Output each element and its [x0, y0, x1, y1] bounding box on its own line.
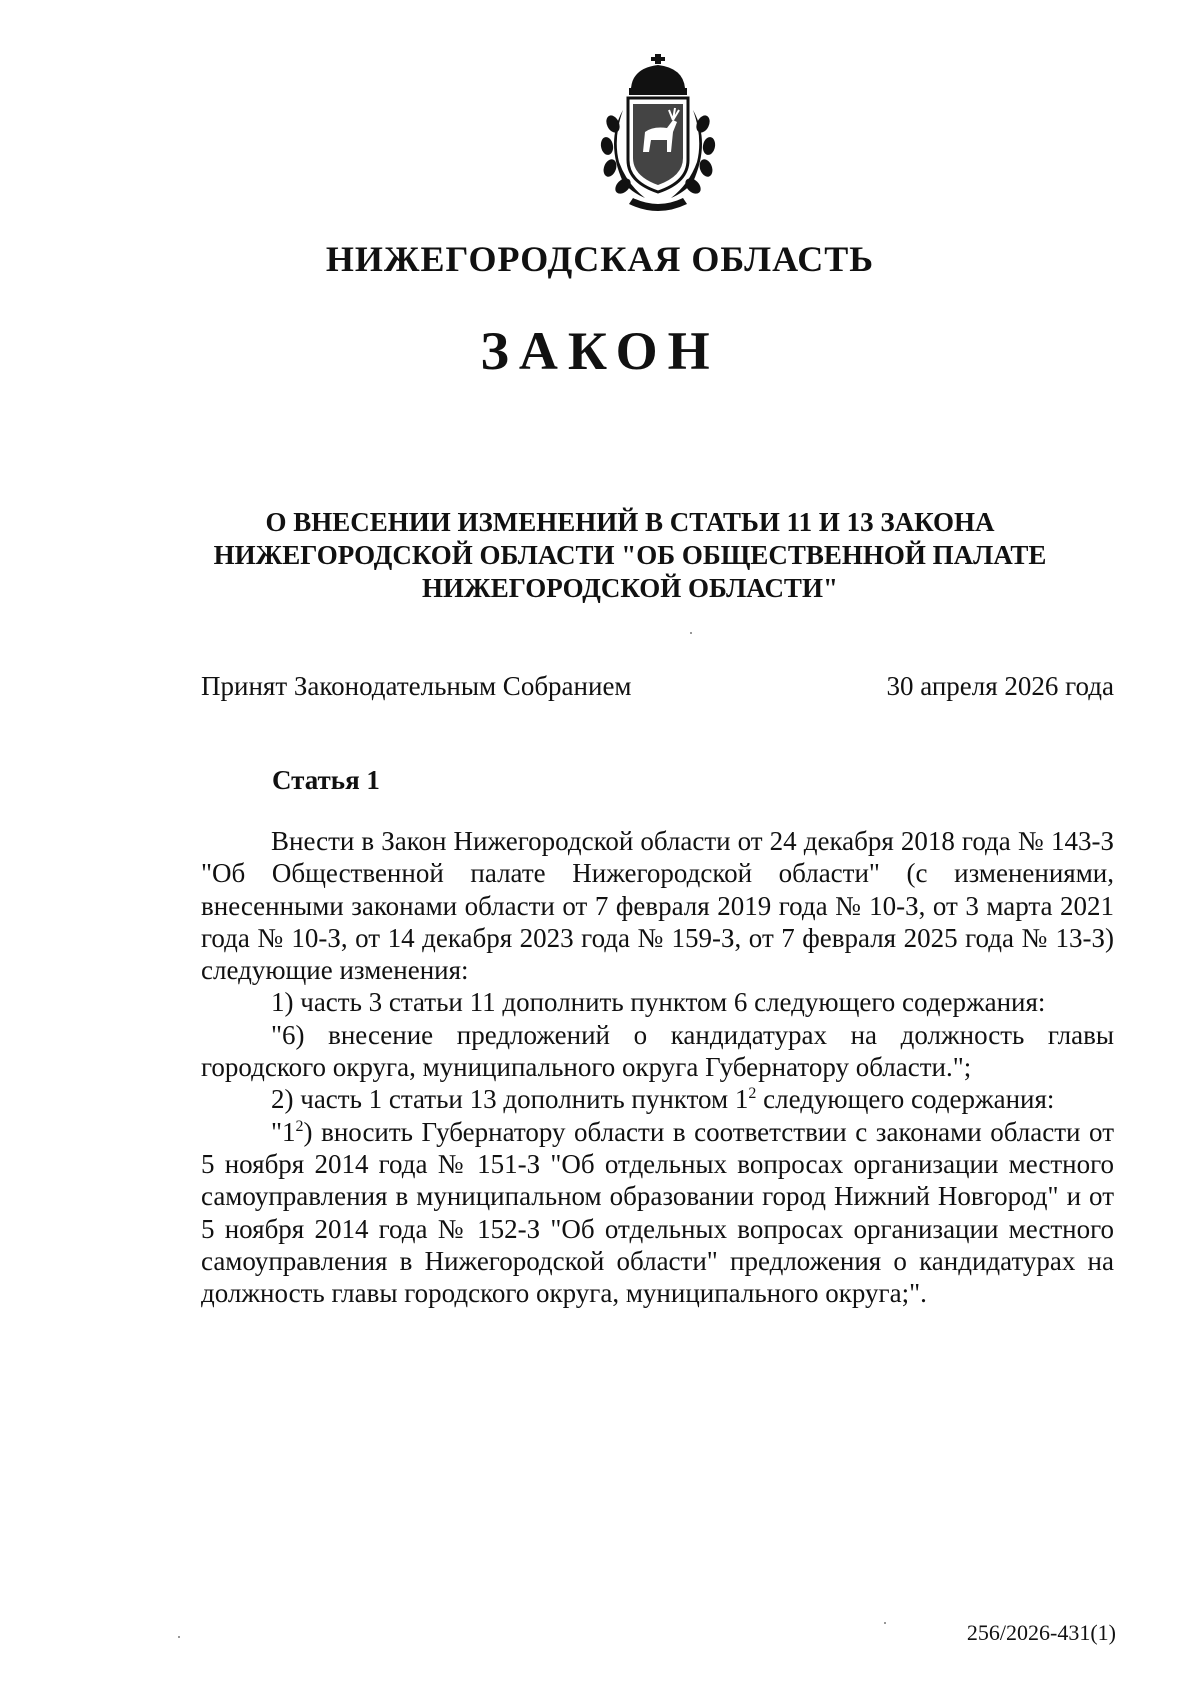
article-paragraph: [201, 1083, 1114, 1115]
scan-speck: [884, 1622, 886, 1624]
region-name: НИЖЕГОРОДСКАЯ ОБЛАСТЬ: [325, 239, 875, 279]
paragraph-text: следующего содержания:: [756, 1084, 1055, 1115]
law-title-line: НИЖЕГОРОДСКОЙ ОБЛАСТИ": [422, 573, 838, 603]
article-heading: Статья 1: [272, 765, 380, 795]
superscript: 2: [748, 1085, 757, 1103]
superscript: 2: [295, 1117, 304, 1135]
article-paragraph: 1) часть 3 статьи 11 дополнить пунктом 6 следующего содержания:: [271, 987, 1046, 1018]
law-title-line: О ВНЕСЕНИИ ИЗМЕНЕНИЙ В СТАТЬИ 11 И 13 ЗАКОНА: [265, 507, 995, 537]
law-title: [150, 506, 1110, 605]
paragraph-text: ) вносить Губернатору области в соответствии с законами области от 5 ноября 2014 года № 151-З "Об отдельных вопросах организации местного самоуправления в муниципальном образовании город Нижний Новгород" и от 5 ноября 2014 года № 152-З "Об отдельных вопросах организации местного самоуправления в Нижегородской области" предложения о кандидатурах на должность главы городского округа, муниципального округа;".: [201, 1116, 1114, 1309]
article-paragraph: "6) внесение предложений о кандидатурах на должность главы городского округа, муниципального округа Губернатору области.";: [201, 1019, 1114, 1083]
document-type: ЗАКОН: [480, 321, 720, 381]
paragraph-text: "1: [271, 1116, 296, 1147]
scan-speck: [690, 632, 692, 634]
law-title-line: НИЖЕГОРОДСКОЙ ОБЛАСТИ "ОБ ОБЩЕСТВЕННОЙ ПАЛАТЕ: [213, 540, 1047, 570]
scan-speck: [178, 1636, 180, 1638]
coat-of-arms-icon: [583, 52, 733, 212]
adoption-date: 30 апреля 2026 года: [886, 671, 1114, 701]
article-paragraph: Внести в Закон Нижегородской области от 24 декабря 2018 года № 143-З "Об Общественной палате Нижегородской области" (с изменениями, внесенными законами области от 7 февраля 2019 года № 10-З, от 3 марта 2021 года № 10-З, от 14 декабря 2023 года № 159-З, от 7 февраля 2025 года № 13-З) следующие изменения:: [201, 826, 1114, 986]
paragraph-text: 2) часть 1 статьи 13 дополнить пунктом 1: [271, 1084, 749, 1115]
article-paragraph: [201, 1116, 1114, 1310]
adopted-by: Принят Законодательным Собранием: [201, 671, 632, 701]
article-body: [201, 825, 1114, 1309]
document-number: 256/2026-431(1): [966, 1620, 1116, 1645]
